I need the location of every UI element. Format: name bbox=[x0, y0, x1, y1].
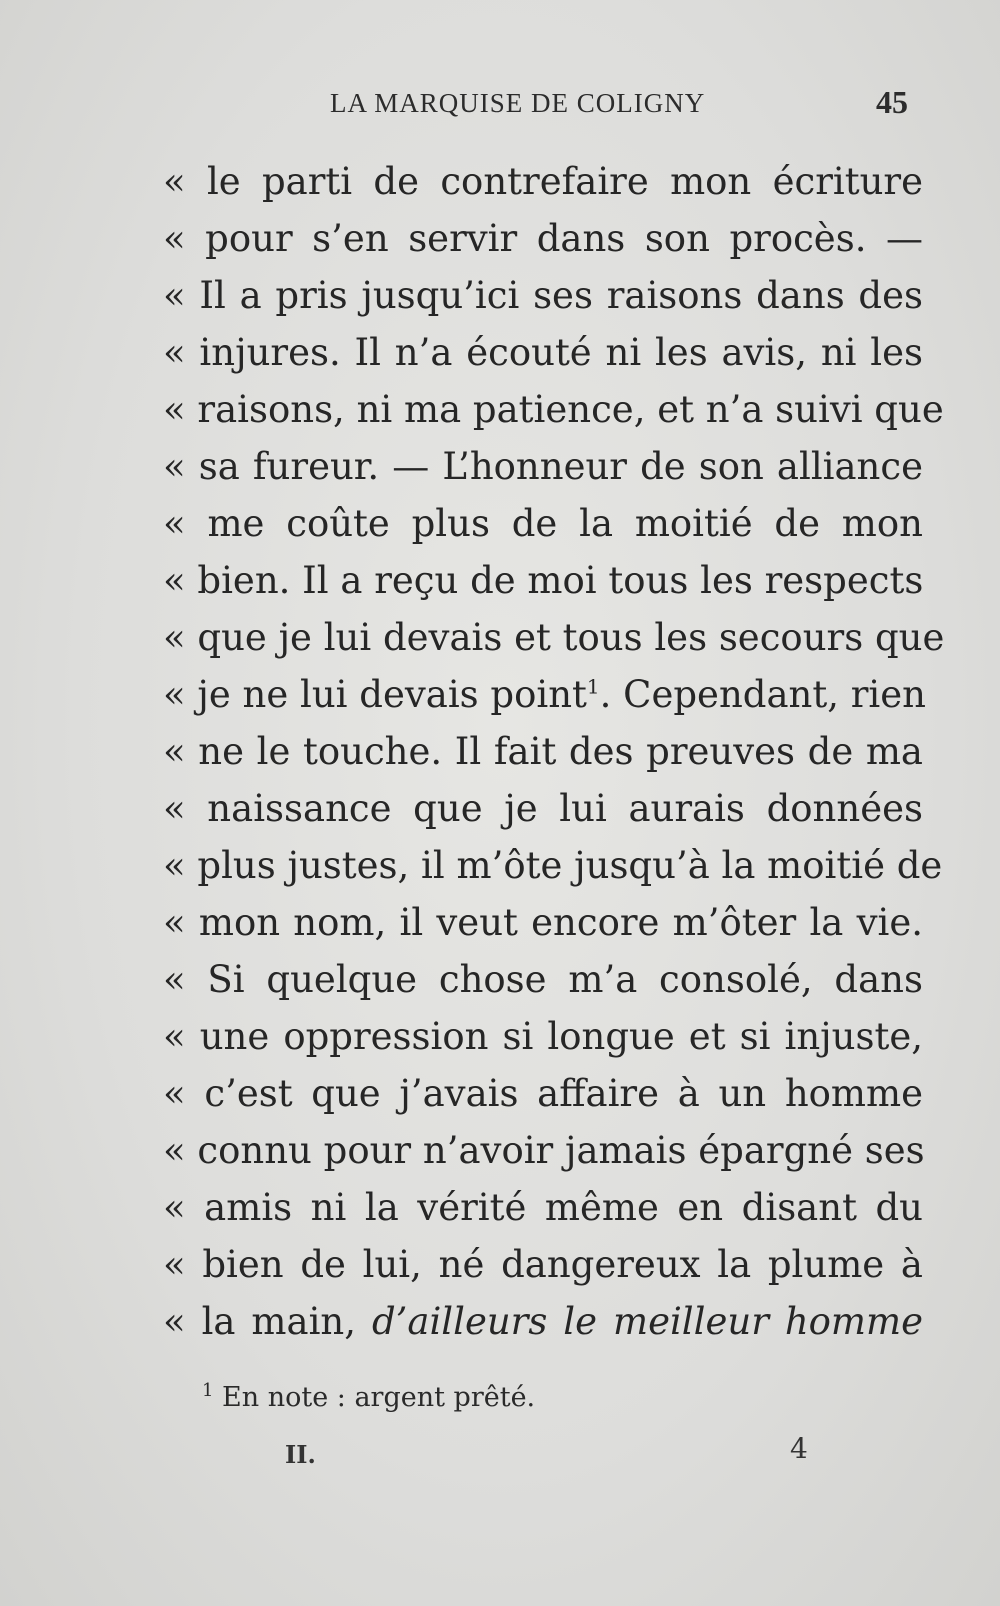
footnote bbox=[202, 1382, 535, 1413]
footnote-text: En note : argent prêté. bbox=[222, 1382, 536, 1413]
volume-signature: II. bbox=[285, 1440, 316, 1469]
page-number: 45 bbox=[876, 84, 908, 120]
text-line: « plus justes, il m’ôte jusqu’à la moitié de bbox=[163, 844, 943, 887]
text-segment: « je ne lui devais point bbox=[163, 673, 587, 716]
text-line: « connu pour n’avoir jamais épargné ses bbox=[163, 1129, 925, 1172]
text-line: « me coûte plus de la moitié de mon bbox=[163, 502, 923, 545]
text-line: « que je lui devais et tous les secours que bbox=[163, 616, 945, 659]
text-line-with-note bbox=[163, 666, 926, 723]
text-line: « Si quelque chose m’a consolé, dans bbox=[163, 958, 923, 1001]
sheet-signature: 4 bbox=[790, 1432, 808, 1465]
text-segment: . Cependant, rien bbox=[599, 673, 926, 716]
text-line: « bien de lui, né dangereux la plume à bbox=[163, 1243, 923, 1286]
text-line: « bien. Il a reçu de moi tous les respects bbox=[163, 559, 924, 602]
text-line: « naissance que je lui aurais données bbox=[163, 787, 923, 830]
text-line: « sa fureur. — L’honneur de son alliance bbox=[163, 445, 923, 488]
text-line-with-italic bbox=[163, 1293, 923, 1350]
footnote-reference[interactable]: 1 bbox=[586, 674, 600, 699]
footnote-marker: 1 bbox=[202, 1380, 214, 1401]
text-line: « amis ni la vérité même en disant du bbox=[163, 1186, 923, 1229]
text-line: « Il a pris jusqu’ici ses raisons dans des bbox=[163, 274, 923, 317]
text-line: « pour s’en servir dans son procès. — bbox=[163, 217, 923, 260]
body-text bbox=[163, 153, 945, 1350]
text-line: « mon nom, il veut encore m’ôter la vie. bbox=[163, 901, 923, 944]
text-line: « injures. Il n’a écouté ni les avis, ni les bbox=[163, 331, 923, 374]
text-line: « le parti de contrefaire mon écriture bbox=[163, 160, 923, 203]
text-line: « une oppression si longue et si injuste, bbox=[163, 1015, 923, 1058]
text-line: « ne le touche. Il fait des preuves de ma bbox=[163, 730, 923, 773]
text-line: « raisons, ni ma patience, et n’a suivi que bbox=[163, 388, 944, 431]
text-segment: « la main, bbox=[163, 1300, 356, 1343]
text-line: « c’est que j’avais affaire à un homme bbox=[163, 1072, 923, 1115]
running-title: LA MARQUISE DE COLIGNY bbox=[330, 88, 706, 118]
italic-phrase: d’ailleurs le meilleur homme bbox=[371, 1300, 923, 1343]
